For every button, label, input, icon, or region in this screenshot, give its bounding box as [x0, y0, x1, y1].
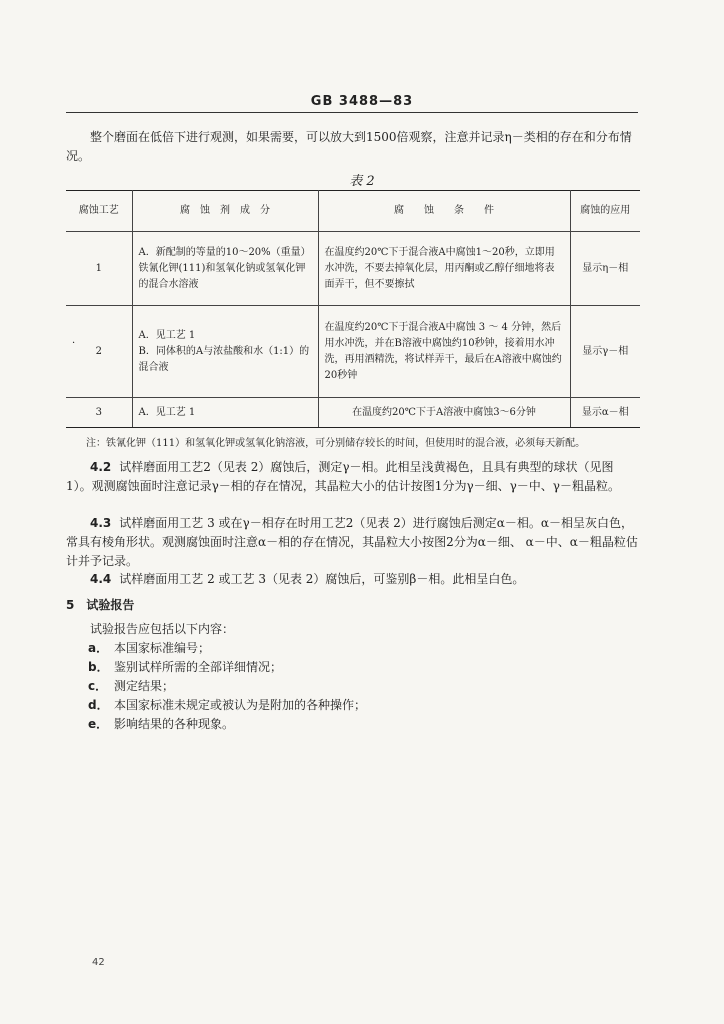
standard-header: GB 3488—83	[310, 94, 414, 109]
report-content-list	[88, 620, 628, 734]
condition-cell: 在温度约20℃下于混合液A中腐蚀1～20秒，立即用水冲洗，不要去掉氧化层，用丙酮或乙醇仔细地将表面弄干，但不要擦拭	[318, 232, 570, 306]
clause-number: 4.2	[90, 460, 112, 474]
list-item	[88, 715, 628, 734]
process-number: 3	[66, 398, 132, 428]
item-text: 影响结果的各种现象。	[114, 717, 235, 731]
item-text: 鉴别试样所需的全部详细情况；	[114, 660, 283, 674]
process-number: 1	[66, 232, 132, 306]
section-5-title: 5 试验报告	[66, 598, 135, 612]
agent-cell	[132, 232, 318, 306]
use-cell: 显示η－相	[570, 232, 640, 306]
agent-cell	[132, 398, 318, 428]
list-item	[88, 639, 628, 658]
table-row	[66, 232, 640, 306]
list-item	[88, 658, 628, 677]
clause-text: 试样磨面用工艺 2 或工艺 3（见表 2）腐蚀后，可鉴别β－相。此相呈白色。	[119, 572, 525, 586]
header-rule	[66, 112, 638, 113]
item-label: a．	[88, 641, 109, 655]
agent-line: A．新配制的等量的10～20%（重量）铁氰化钾(111)和氢氧化钠或氢氧化钾的混合水溶液	[138, 246, 311, 290]
item-label: c．	[88, 679, 108, 693]
item-text: 测定结果；	[114, 679, 175, 693]
agent-line: A．见工艺 1	[138, 406, 196, 418]
header-condition: 腐 蚀 条 件	[318, 191, 570, 232]
item-text: 本国家标准编号；	[114, 641, 211, 655]
list-item	[88, 696, 628, 715]
intro-paragraph: 整个磨面在低倍下进行观测，如果需要，可以放大到1500倍观察，注意并记录η－类相的存在和分布情况。	[66, 130, 632, 163]
table-note: 注：铁氰化钾（111）和氢氧化钾或氢氧化钠溶液，可分别储存较长的时间，但使用时的混合液，必须每天新配。	[86, 438, 586, 449]
table-row	[66, 398, 640, 428]
agent-line: A．见工艺 1	[138, 329, 196, 341]
clause-text: 试样磨面用工艺2（见表 2）腐蚀后，测定γ－相。此相呈浅黄褐色，且具有典型的球状（见图 1）。观测腐蚀面时注意记录γ－相的存在情况，其晶粒大小的估计按图1分为γ－细、γ－中、γ－粗晶粒。	[66, 460, 620, 493]
header-agent: 腐 蚀 剂 成 分	[132, 191, 318, 232]
header-use: 腐蚀的应用	[570, 191, 640, 232]
page-number: 42	[92, 957, 105, 968]
clause-number: 4.3	[90, 516, 112, 530]
table-title: 表 2	[349, 174, 375, 189]
clause-text: 试样磨面用工艺 3 或在γ－相存在时用工艺2（见表 2）进行腐蚀后测定α－相。α－相呈灰白色，常具有棱角形状。观测腐蚀面时注意α－相的存在情况，其晶粒大小按图2分为α－细、 α－中、α－粗晶粒估计并予记录。	[66, 516, 638, 568]
list-intro: 试验报告应包括以下内容：	[90, 622, 235, 636]
etching-table	[66, 190, 640, 428]
condition-cell: 在温度约20℃下于混合液A中腐蚀 3 ～ 4 分钟，然后用水冲洗，并在B溶液中腐蚀约10秒钟，接着用水冲洗，再用酒精洗，将试样弄干，最后在A溶液中腐蚀约20秒钟	[318, 306, 570, 398]
list-item	[88, 677, 628, 696]
paragraph-4-3	[66, 514, 640, 571]
agent-cell	[132, 306, 318, 398]
margin-dot: ·	[72, 338, 76, 349]
agent-line: B．同体积的A与浓盐酸和水（1:1）的混合液	[138, 345, 310, 373]
paragraph-4-4	[66, 570, 640, 589]
item-text: 本国家标准未规定或被认为是附加的各种操作；	[114, 698, 367, 712]
table-header-row	[66, 191, 640, 232]
header-process: 腐蚀工艺	[66, 191, 132, 232]
use-cell: 显示γ－相	[570, 306, 640, 398]
paragraph-4-2	[66, 458, 640, 496]
use-cell: 显示α－相	[570, 398, 640, 428]
clause-number: 4.4	[90, 572, 112, 586]
item-label: b．	[88, 660, 109, 674]
condition-cell: 在温度约20℃下于A溶液中腐蚀3～6分钟	[318, 398, 570, 428]
process-number: 2	[66, 306, 132, 398]
item-label: e．	[88, 717, 109, 731]
table-row	[66, 306, 640, 398]
item-label: d．	[88, 698, 109, 712]
